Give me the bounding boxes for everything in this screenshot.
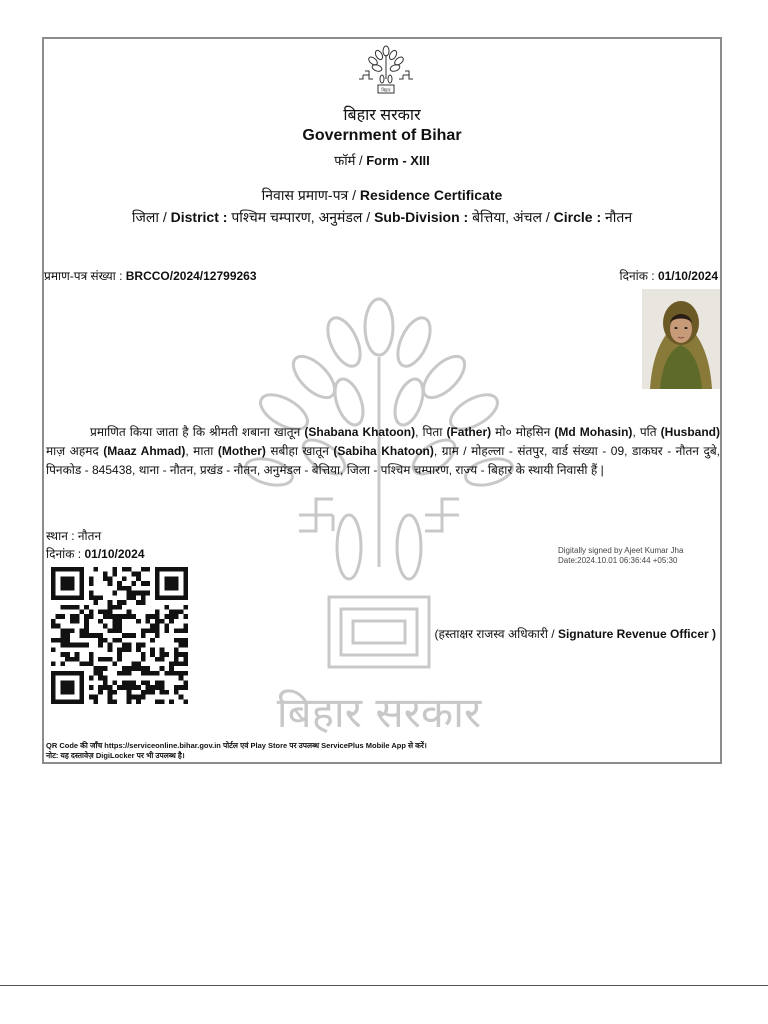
page-bottom-rule: [0, 985, 768, 986]
bihar-emblem-watermark-icon: [229, 297, 529, 737]
place-of-issue: स्थान : नौतन: [46, 529, 102, 543]
government-title-hindi: बिहार सरकार: [343, 107, 421, 124]
certificate-body: प्रमाणित किया जाता है कि श्रीमती शबाना खातून (Shabana Khatoon), पिता (Father) मो० मोहसिन (Md Mohasin), पति (Husband) माज़ अहमद (Maaz Ahmad), माता (Mother) सबीहा खातून (Sabiha Khatoon), ग्राम / मोहल्ला - संतपुर, वार्ड संख्या - 09, डाकघर - नौतन दुबे, पिनकोड - 845438, थाना - नौतन, प्रखंड - नौतन, अनुमंडल - बेत्तिया, जिला - पश्चिम चम्पारण, राज्य - बिहार के स्थायी निवासी हैं |: [46, 425, 721, 477]
certificate-frame: [42, 37, 722, 764]
bihar-state-emblem-icon: [357, 41, 415, 99]
digital-signature: Digitally signed by Ajeet Kumar Jha Date:2024.10.01 06:36:44 +05:30: [558, 546, 684, 565]
certificate-number: प्रमाण-पत्र संख्या : BRCCO/2024/12799263: [44, 269, 257, 283]
issue-date: दिनांक : 01/10/2024: [619, 269, 718, 283]
form-number: फॉर्म / Form - XIII: [334, 153, 430, 168]
svg-text:बिहार सरकार: बिहार सरकार: [276, 688, 482, 737]
qr-code-icon: [51, 567, 188, 704]
verification-note: QR Code की जाँच https://serviceonline.bihar.gov.in पोर्टल एवं Play Store पर उपलब्ध ServicePlus Mobile App से करें। नोट: यह दस्तावेज़ DigiLocker पर भी उपलब्ध है।: [46, 741, 427, 760]
footer-date: दिनांक : 01/10/2024: [46, 547, 145, 561]
signature-revenue-officer: (हस्ताक्षर राजस्व अधिकारी / Signature Revenue Officer ): [434, 627, 716, 641]
certificate-title: निवास प्रमाण-पत्र / Residence Certificate: [261, 187, 503, 203]
svg-text:बिहार: बिहार: [381, 88, 391, 94]
government-title-english: Government of Bihar: [302, 127, 462, 144]
applicant-photo: [642, 289, 720, 389]
jurisdiction-line: जिला / District : पश्चिम चम्पारण, अनुमंडल / Sub-Division : बेत्तिया, अंचल / Circle : नौतन: [131, 209, 633, 225]
